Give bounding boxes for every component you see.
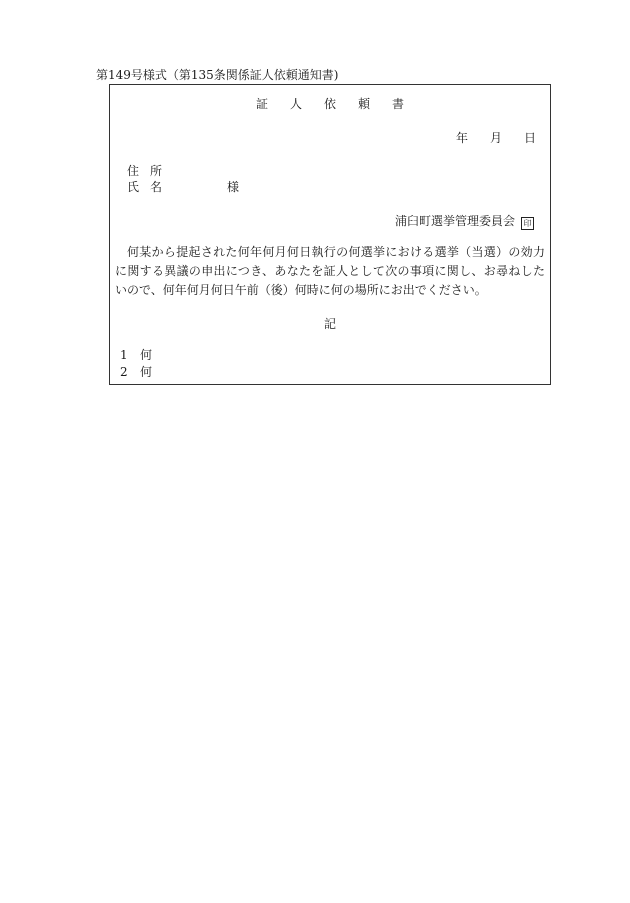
date-year: 年	[455, 131, 468, 145]
title-char: 人	[289, 97, 302, 111]
date-day: 日	[523, 131, 536, 145]
date-line	[434, 129, 536, 146]
item-number: 1	[120, 348, 128, 362]
ki-heading: 記	[323, 317, 336, 331]
sender-name: 浦臼町選挙管理委員会	[394, 214, 515, 228]
list-item	[120, 347, 152, 364]
item-text: 何	[140, 365, 153, 379]
item-list	[120, 347, 152, 381]
date-month: 月	[489, 131, 502, 145]
form-caption: 第149号様式（第135条関係証人依頼通知書)	[96, 68, 339, 82]
honorific: 様	[227, 180, 240, 194]
item-text: 何	[140, 348, 153, 362]
name-row	[127, 179, 239, 195]
title-char: 証	[255, 97, 268, 111]
sender-line	[395, 212, 534, 230]
title-char: 書	[392, 97, 405, 111]
body-paragraph: 何某から提起された何年何月何日執行の何選挙における選挙（当選）の効力に関する異議の申出につき、あなたを証人として次の事項に関し、お尋ねしたいので、何年何月何日午前（後）何時に何の場所にお出でください。	[115, 245, 545, 297]
document-title	[110, 95, 550, 112]
seal-mark: 印	[521, 217, 534, 230]
title-char: 頼	[358, 97, 371, 111]
addressee-block	[127, 163, 239, 195]
title-char: 依	[323, 97, 336, 111]
address-row	[127, 163, 239, 179]
list-item	[120, 364, 152, 381]
name-label: 氏名	[127, 180, 174, 194]
document-frame	[109, 84, 551, 385]
item-number: 2	[120, 365, 128, 379]
address-label: 住所	[127, 164, 174, 178]
